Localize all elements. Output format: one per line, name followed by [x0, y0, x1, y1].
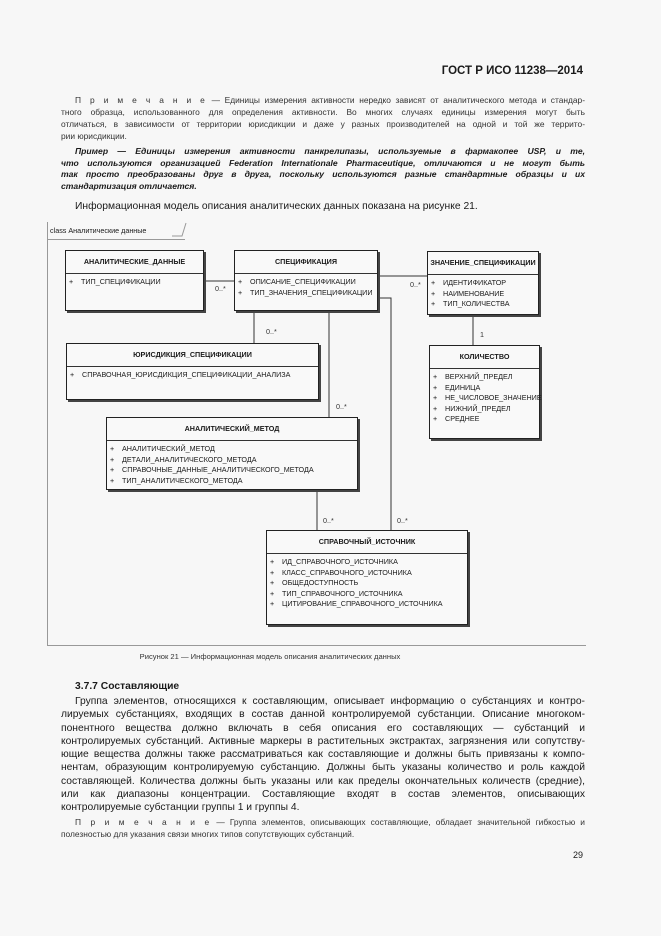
diagram-frame-label: class Аналитические данные	[47, 222, 185, 240]
class-attribute: + ТИП_СПЕЦИФИКАЦИИ	[69, 277, 161, 286]
note-label: П р и м е ч а н и е	[75, 817, 212, 827]
class-attribute: + НЕ_ЧИСЛОВОЕ_ЗНАЧЕНИЕ	[433, 393, 542, 403]
class-attribute: + ВЕРХНИЙ_ПРЕДЕЛ	[433, 372, 513, 381]
multiplicity-label: 0..*	[336, 402, 347, 411]
page-number: 29	[572, 850, 583, 860]
class-attribute: + ИД_СПРАВОЧНОГО_ИСТОЧНИКА	[270, 557, 398, 566]
class-attribute: + ЕДИНИЦА	[433, 382, 481, 392]
multiplicity-label: 0..*	[323, 516, 334, 525]
example-paragraph: Пример — Единицы измерения активности панкрелипазы, используемые в фармакопее USP, и те, что используются организацией Federation Internationale Pharmaceutique, отличаются и не могут быть так просто преобразованы друг в друга, поскольку используются разные стандартные образцы и их стандартизация отличается.	[61, 146, 585, 192]
class-analytical-data[interactable]: АНАЛИТИЧЕСКИЕ_ДАННЫЕ + ТИП_СПЕЦИФИКАЦИИ	[65, 250, 204, 311]
multiplicity-label: 1	[480, 330, 484, 339]
class-attribute: + СПРАВОЧНАЯ_ЮРИСДИКЦИЯ_СПЕЦИФИКАЦИИ_АНАЛИЗА	[70, 370, 291, 379]
document-id: ГОСТ Р ИСО 11238—2014	[441, 65, 583, 77]
figure-caption: Рисунок 21 — Информационная модель описания аналитических данных	[139, 652, 401, 661]
class-attribute: + ДЕТАЛИ_АНАЛИТИЧЕСКОГО_МЕТОДА	[110, 454, 257, 464]
class-quantity[interactable]: КОЛИЧЕСТВО + ВЕРХНИЙ_ПРЕДЕЛ + ЕДИНИЦА + НЕ_ЧИСЛОВОЕ_ЗНАЧЕНИЕ + НИЖНИЙ_ПРЕДЕЛ + СРЕДНЕЕ	[429, 345, 540, 439]
class-specification-jurisdiction[interactable]: ЮРИСДИКЦИЯ_СПЕЦИФИКАЦИИ + СПРАВОЧНАЯ_ЮРИСДИКЦИЯ_СПЕЦИФИКАЦИИ_АНАЛИЗА	[66, 343, 319, 400]
class-attribute: + АНАЛИТИЧЕСКИЙ_МЕТОД	[110, 444, 215, 453]
class-analytical-method[interactable]: АНАЛИТИЧЕСКИЙ_МЕТОД + АНАЛИТИЧЕСКИЙ_МЕТОД + ДЕТАЛИ_АНАЛИТИЧЕСКОГО_МЕТОДА + СПРАВОЧНЫЕ_ДАННЫЕ_АНАЛИТИЧЕСКОГО_МЕТОДА + ТИП_АНАЛИТИЧЕСКОГО_МЕТОДА	[106, 417, 358, 490]
note-paragraph: П р и м е ч а н и е — Единицы измерения активности нередко зависят от аналитического метода и стандар- тного образца, использованного для определения активности. Во многих случаях единицы измерения могут быть отличаться, в зависимости от территории юрисдикции и даже у разных производителей на одной и той же террито- рии юрисдикции.	[61, 95, 586, 141]
class-attribute: + СРЕДНЕЕ	[433, 414, 480, 424]
multiplicity-label: 0..*	[215, 284, 226, 293]
class-attribute: + ТИП_АНАЛИТИЧЕСКОГО_МЕТОДА	[110, 475, 243, 485]
note-paragraph: П р и м е ч а н и е — Группа элементов, описывающих составляющие, обладает значительной гибкостью и полезностью для указания связи многих типов сопутствующих субстанций.	[61, 817, 585, 839]
class-specification[interactable]: СПЕЦИФИКАЦИЯ + ОПИСАНИЕ_СПЕЦИФИКАЦИИ + ТИП_ЗНАЧЕНИЯ_СПЕЦИФИКАЦИИ	[234, 250, 378, 311]
class-attribute: + НАИМЕНОВАНИЕ	[431, 288, 505, 298]
section-heading: 3.7.7 Составляющие	[75, 681, 180, 692]
multiplicity-label: 0..*	[410, 280, 421, 289]
class-attribute: + ЦИТИРОВАНИЕ_СПРАВОЧНОГО_ИСТОЧНИКА	[270, 599, 443, 609]
note-label: П р и м е ч а н и е	[75, 95, 208, 105]
assoc-spec-reference	[377, 298, 391, 530]
multiplicity-label: 0..*	[397, 516, 408, 525]
class-attribute: + ТИП_СПРАВОЧНОГО_ИСТОЧНИКА	[270, 588, 403, 598]
class-attribute: + ОБЩЕДОСТУПНОСТЬ	[270, 578, 359, 588]
class-attribute: + ТИП_ЗНАЧЕНИЯ_СПЕЦИФИКАЦИИ	[238, 287, 373, 297]
class-attribute: + ИДЕНТИФИКАТОР	[431, 278, 507, 287]
class-attribute: + НИЖНИЙ_ПРЕДЕЛ	[433, 403, 511, 413]
multiplicity-label: 0..*	[266, 327, 277, 336]
intro-text: Информационная модель описания аналитических данных показана на рисунке 21.	[75, 201, 478, 212]
class-specification-value[interactable]: ЗНАЧЕНИЕ_СПЕЦИФИКАЦИИ + ИДЕНТИФИКАТОР + НАИМЕНОВАНИЕ + ТИП_КОЛИЧЕСТВА	[427, 251, 539, 315]
section-paragraph: Группа элементов, относящихся к составляющим, описывает информацию о субстанциях и контро- лируемых субстанциях, входящих в состав данной контролируемой субстанции. Описание многоком- понентного вещества должно включать в себя описания его составляющих — субстанций и контролируемых субстанций. Активные маркеры в растительных экстрактах, загрязнения или сопутству- ющие вещества должны также рассматриваться как составляющие и должны быть привязаны к компо- нентам, образующим контролируемую субстанцию. Должны быть указаны количество и роль каждой составляющей. Количества должны быть указаны или как пределы окончательных количеств (средние), или как диапазоны концентрации. Составляющие входят в состав элементов, описывающих контролируемые субстанции группы 1 и группы 4.	[61, 696, 585, 814]
class-reference-source[interactable]: СПРАВОЧНЫЙ_ИСТОЧНИК + ИД_СПРАВОЧНОГО_ИСТОЧНИКА + КЛАСС_СПРАВОЧНОГО_ИСТОЧНИКА + ОБЩЕДОСТУПНОСТЬ + ТИП_СПРАВОЧНОГО_ИСТОЧНИКА + ЦИТИРОВАНИЕ_СПРАВОЧНОГО_ИСТОЧНИКА	[266, 530, 468, 625]
class-attribute: + ТИП_КОЛИЧЕСТВА	[431, 299, 510, 309]
class-attribute: + СПРАВОЧНЫЕ_ДАННЫЕ_АНАЛИТИЧЕСКОГО_МЕТОДА	[110, 465, 314, 475]
class-attribute: + ОПИСАНИЕ_СПЕЦИФИКАЦИИ	[238, 277, 356, 286]
class-attribute: + КЛАСС_СПРАВОЧНОГО_ИСТОЧНИКА	[270, 567, 412, 577]
